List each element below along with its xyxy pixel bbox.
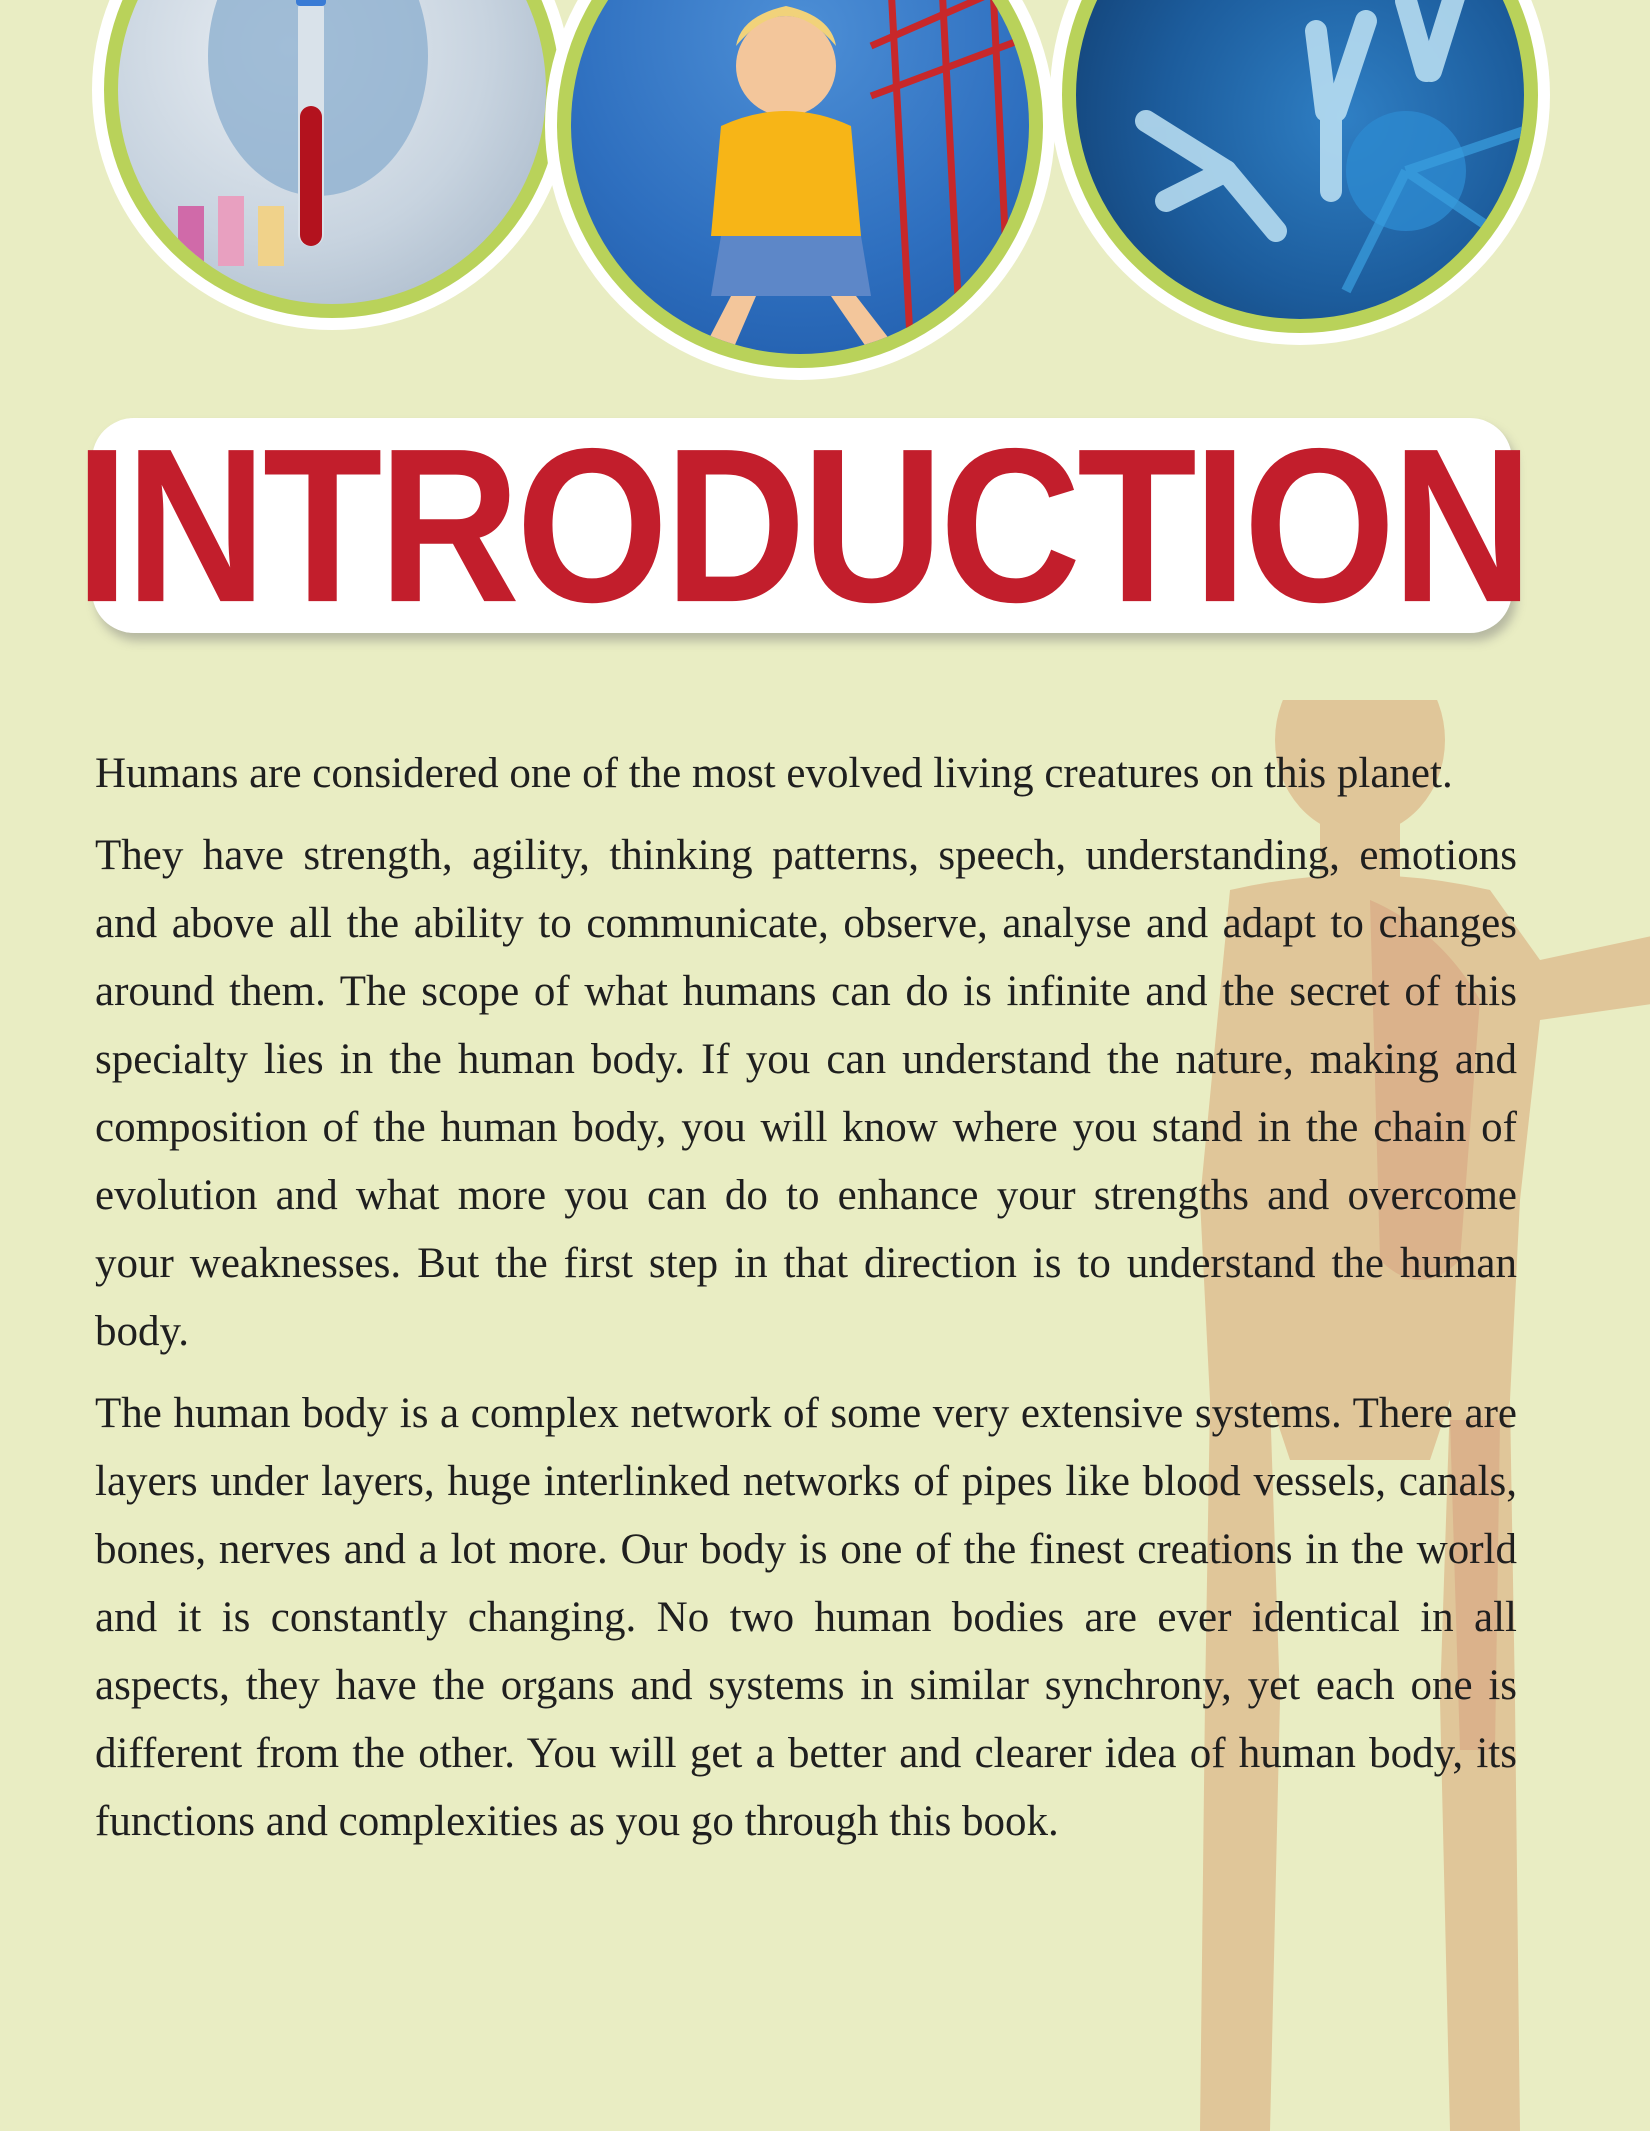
paragraph: The human body is a complex network of some very extensive systems. There are layers under layers, huge interlinked networks of pipes like blood vessels, canals, bones, nerves and a lot more. Our body is one of the finest creations in the world and it is constantly changing. No two human bodies are ever identical in all aspects, they have the organs and systems in similar synchrony, yet each one is different from the other. You will get a better and clearer idea of human body, its functions and complexities as you go through this book. xyxy=(95,1390,1517,1845)
paragraph: Humans are considered one of the most evolved living creatures on this planet. xyxy=(95,750,1453,797)
paragraph: They have strength, agility, thinking patterns, speech, understanding, emotions and above all the ability to communicate, observe, analyse and adapt to changes around them. The scope of what humans can do is infinite and the secret of this specialty lies in the human body. If you can understand the nature, making and composition of the human body, you will know where you stand in the chain of evolution and what more you can do to enhance your strengths and overcome your weaknesses. But the first step in that direction is to understand the human body. xyxy=(95,832,1517,1355)
body-text xyxy=(95,740,1517,1870)
photo-frame-antibodies xyxy=(1050,0,1550,345)
page-title: INTRODUCTION xyxy=(74,402,1530,649)
photo-frame-child xyxy=(545,0,1055,380)
photo-frame-blood-test xyxy=(92,0,572,330)
